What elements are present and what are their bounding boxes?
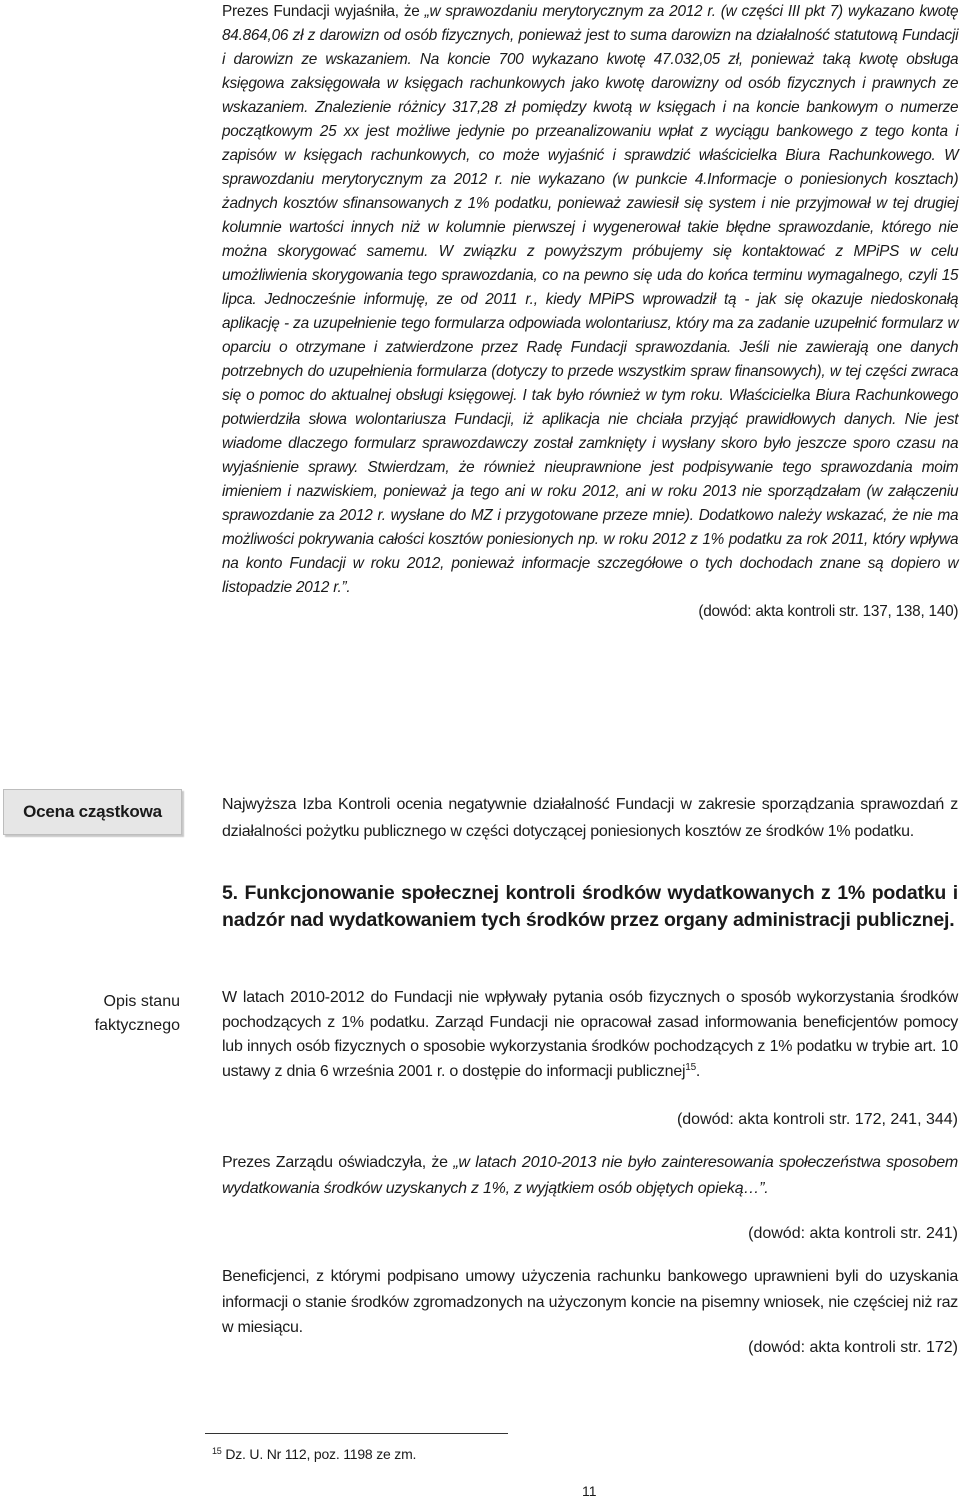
evidence-reference-1: (dowód: akta kontroli str. 137, 138, 140) [698,603,959,620]
sidebar-opis-line2: faktycznego [94,1017,180,1034]
evidence-reference-4: (dowód: akta kontroli str. 172) [748,1339,958,1356]
footnote-number: 15 [212,1446,222,1456]
paragraph-1-text: W latach 2010-2012 do Fundacji nie wpływały pytania osób fizycznych o sposób wykorzystania środków pochodzących z 1% podatku. Zarząd Fundacji nie opracował zasad informowania beneficjentów pomocy lub innych osób fizycznych o sposobie wykorzystania środków pochodzących z 1% podatku w trybie art. 10 ustawy z dnia 6 września 2001 r. o dostępie do informacji publicznej [222,989,958,1080]
evidence-reference-3: (dowód: akta kontroli str. 241) [748,1225,958,1242]
evidence-reference-2: (dowód: akta kontroli str. 172, 241, 344) [676,1111,958,1128]
paragraph-1-end: . [695,1062,701,1080]
intro-quote: „w sprawozdaniu merytorycznym za 2012 r. (w części III pkt 7) wykazano kwotę 84.864,06 zł z darowizn od osób fizycznych, ponieważ jest to suma darowizn na działalność statutową Fundacji i darowizn ze wskazaniem. Na koncie 700 wykazano kwotę 47.032,05 zł, ponieważ taką kwotę obsługa księgowa zaksięgowała w księgach rachunkowych jako kwotę darowizny od osób fizycznych i prawnych ze wskazaniem. Znalezienie różnicy 317,28 zł pomiędzy kwotą w księgach i na koncie bankowym o numerze początkowym 25 xx jest możliwe jedynie po przeanalizowaniu wpłat z wyciągu bankowego z tego konta i zapisów w księgach rachunkowych, co może wyjaśnić i sprawdzić właścicielka Biura Rachunkowego. W sprawozdaniu merytorycznym za 2012 r. nie wykazano (w punkcie 4.Informacje o poniesionych kosztach) żadnych kosztów sfinansowanych z 1% podatku, ponieważ zawiesił się system i nie przyjmował w tej drugiej kolumnie wartości innych niż w kolumnie pierwszej i wygenerował takie błędne sprawozdanie, którego nie można skorygować samemu. W związku z powyższym próbujemy się kontaktować z MPiPS w celu umożliwienia skorygowania tego sprawozdania, co na pewno się uda do końca terminu wymagalnego, czyli 15 lipca. Jednocześnie informuję, ze od 2011 r., kiedy MPiPS wprowadził tą - jak się okazuje niedoskonałą aplikację - za uzupełnienie tego formularza odpowiada wolontariusz, który ma za zadanie uzupełnić formularz w oparciu o otrzymane i zatwierdzone przez Radę Fundacji sprawozdania. Jeśli nie zawierają one danych potrzebnych do uzupełnienia formularza (dotyczy to przede wszystkim spraw finansowych), w tej części zwraca się o pomoc do aktualnej obsługi księgowej. I tak było również w tym roku. Właścicielka Biura Rachunkowego potwierdziła słowa wolontariusza Fundacji, iż aplikacja nie chciała przyjąć prawidłowych danych. Nie jest wiadome dlaczego formularz sprawozdawczy został zamknięty i wysłany skoro było jeszcze sporo czasu na wyjaśnienie sprawy. Stwierdzam, że również nieuprawnione jest podpisywanie tego sprawozdania moim imieniem i nazwiskiem, ponieważ ja tego ani w roku 2012, ani w roku 2013 nie sporządzałam (w załączeniu sprawozdanie za 2012 r. wysłane do MZ i przygotowane przeze mnie). Dodatkowo należy wskazać, że nie ma możliwości pokrywania całości kosztów poniesionych np. w roku 2012 z 1% podatku za rok 2011, który wpływa na konto Fundacji w roku 2012, ponieważ informacje szczegółowe o tych dochodach znane są dopiero w listopadzie 2012 r.”. [222,3,959,596]
footnote [212,1446,416,1462]
page-number: 11 [582,1483,597,1499]
sidebar-ocena-label: Ocena cząstkowa [23,802,162,821]
intro-lead: Prezes Fundacji wyjaśniła, że [222,3,425,20]
intro-paragraph [222,0,958,624]
sidebar-opis-stanu [80,990,180,1038]
footnote-separator [205,1433,508,1434]
paragraph-2 [222,1150,958,1202]
paragraph-3: Beneficjenci, z którymi podpisano umowy użyczenia rachunku bankowego uprawnieni byli do uzyskania informacji o stanie środków zgromadzonych na użyczonym koncie na pisemny wniosek, nie częściej niż raz w miesiącu. [222,1268,958,1336]
footnote-ref: 15 [685,1061,696,1073]
paragraph-2-quote: „w latach 2010-2013 nie było zainteresowania społeczeństwa sposobem wydatkowania środków uzyskanych z 1%, z wyjątkiem osób objętych opieką…”. [222,1154,959,1197]
footnote-text: Dz. U. Nr 112, poz. 1198 ze zm. [221,1446,417,1462]
sidebar-ocena-czastkowa [3,789,182,835]
section-heading: 5. Funkcjonowanie społecznej kontroli środków wydatkowanych z 1% podatku i nadzór nad wydatkowaniem tych środków przez organy administracji publicznej. [222,882,958,931]
paragraph-1 [222,986,958,1084]
partial-assessment-paragraph: Najwyższa Izba Kontroli ocenia negatywnie działalność Fundacji w zakresie sporządzania sprawozdań z działalności pożytku publicznego w części dotyczącej poniesionych kosztów ze środków 1% podatku. [222,796,958,840]
paragraph-2-lead: Prezes Zarządu oświadczyła, że [222,1154,454,1171]
sidebar-opis-line1: Opis stanu [103,993,180,1010]
